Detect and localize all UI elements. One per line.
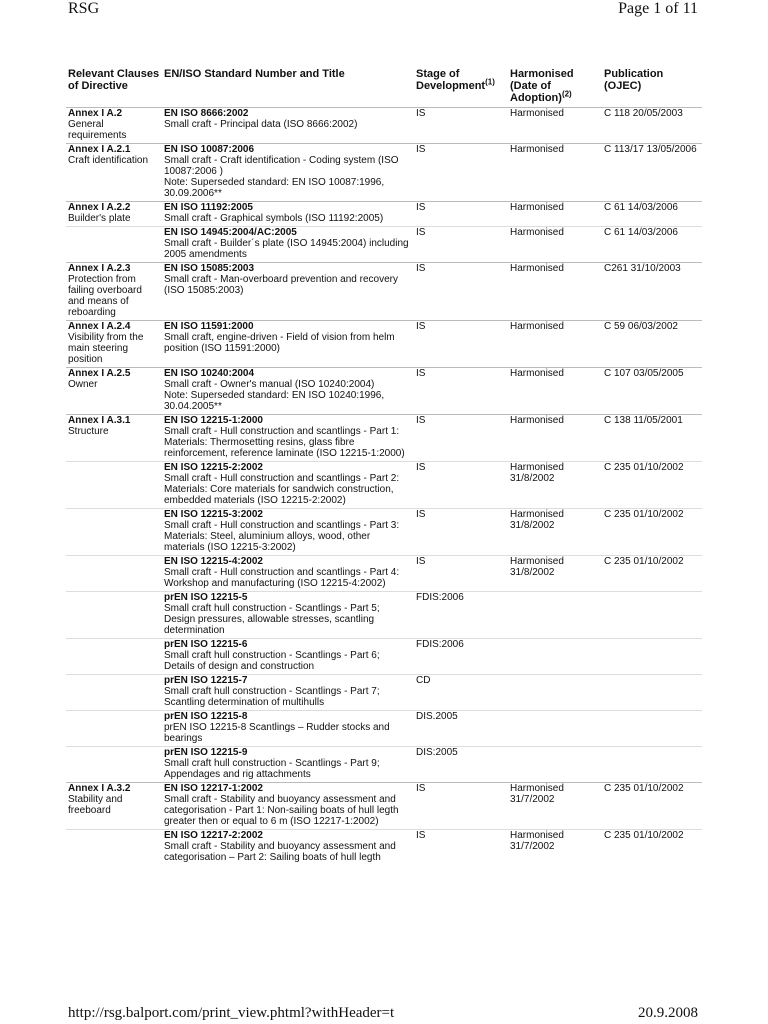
- cell-clause: [66, 639, 162, 675]
- cell-harmonised: [508, 711, 602, 747]
- cell-clause: [66, 783, 162, 830]
- publication-value: C 61 14/03/2006: [604, 227, 678, 238]
- cell-standard: [162, 202, 414, 227]
- clause-number: Annex I A.2.2: [68, 202, 131, 213]
- publication-value: C 138 11/05/2001: [604, 415, 683, 426]
- cell-standard: [162, 509, 414, 556]
- cell-publication: [602, 675, 702, 711]
- cell-stage: [414, 592, 508, 639]
- cell-standard: [162, 227, 414, 263]
- standard-number: EN ISO 11591:2000: [164, 321, 254, 332]
- stage-value: IS: [416, 830, 426, 841]
- clause-number: Annex I A.3.1: [68, 415, 131, 426]
- standard-number: EN ISO 12217-1:2002: [164, 783, 263, 794]
- cell-publication: [602, 108, 702, 144]
- standard-title: Small craft - Hull construction and scantlings - Part 4:: [164, 567, 400, 578]
- table-body: [66, 108, 702, 866]
- col-header-stage: Stage of Development$^{(1)}$: [416, 68, 495, 92]
- cell-publication: [602, 639, 702, 675]
- clause-number: Annex I A.2.1: [68, 144, 131, 155]
- cell-publication: [602, 368, 702, 415]
- table-row: [66, 592, 702, 639]
- table-row: [66, 263, 702, 321]
- cell-standard: [162, 830, 414, 866]
- cell-clause: [66, 263, 162, 321]
- table-row: [66, 830, 702, 866]
- cell-clause: [66, 368, 162, 415]
- cell-harmonised: [508, 227, 602, 263]
- standard-title: Small craft hull construction - Scantlings - Part 9; Appendages and rig attachments: [164, 758, 380, 780]
- cell-publication: [602, 830, 702, 866]
- table-row: [66, 462, 702, 509]
- cell-stage: [414, 783, 508, 830]
- clause-number: Annex I A.2.3: [68, 263, 131, 274]
- harmonised-value: Harmonised: [510, 144, 564, 155]
- cell-harmonised: [508, 783, 602, 830]
- clause-description: Craft identification: [68, 155, 149, 166]
- standard-number: prEN ISO 12215-5: [164, 592, 248, 603]
- standard-title: Small craft - Craft identification - Coding system (ISO 10087:2006 ): [164, 155, 399, 177]
- cell-harmonised: [508, 263, 602, 321]
- cell-clause: [66, 675, 162, 711]
- stage-value: IS: [416, 202, 426, 213]
- harmonised-value: Harmonised 31/8/2002: [510, 462, 564, 484]
- cell-stage: [414, 108, 508, 144]
- stage-value: IS: [416, 462, 426, 473]
- cell-clause: [66, 415, 162, 462]
- standard-note: Materials: Core materials for sandwich construction, embedded materials (ISO 12215-2:2002): [164, 484, 394, 506]
- site-name: RSG: [68, 0, 100, 17]
- cell-harmonised: [508, 202, 602, 227]
- table-row: [66, 202, 702, 227]
- table-row: [66, 747, 702, 783]
- table-row: [66, 108, 702, 144]
- standard-note: Materials: Steel, aluminium alloys, wood, other materials (ISO 12215-3:2002): [164, 531, 371, 553]
- cell-harmonised: [508, 747, 602, 783]
- standard-number: EN ISO 10087:2006: [164, 144, 255, 155]
- cell-harmonised: [508, 830, 602, 866]
- clause-number: Annex I A.2.4: [68, 321, 131, 332]
- clause-number: Annex I A.2.5: [68, 368, 131, 379]
- cell-stage: [414, 462, 508, 509]
- page-header: [0, 0, 768, 24]
- footer-url: http://rsg.balport.com/print_view.phtml?withHeader=t: [68, 1005, 395, 1021]
- cell-clause: [66, 462, 162, 509]
- cell-stage: [414, 639, 508, 675]
- publication-value: C 61 14/03/2006: [604, 202, 678, 213]
- cell-stage: [414, 675, 508, 711]
- standard-number: prEN ISO 12215-8: [164, 711, 248, 722]
- col-header-harmonised: Harmonised (Date of Adoption)$^{(2)}$: [510, 68, 574, 104]
- cell-clause: [66, 108, 162, 144]
- cell-publication: [602, 227, 702, 263]
- table-row: [66, 556, 702, 592]
- table-row: [66, 675, 702, 711]
- clause-description: Visibility from the main steering position: [68, 332, 144, 365]
- standard-title: prEN ISO 12215-8 Scantlings – Rudder stocks and bearings: [164, 722, 390, 744]
- cell-standard: [162, 675, 414, 711]
- harmonised-value: Harmonised: [510, 108, 564, 119]
- cell-stage: [414, 368, 508, 415]
- standard-title: Small craft - Hull construction and scantlings - Part 3:: [164, 520, 400, 531]
- publication-value: C 235 01/10/2002: [604, 830, 684, 841]
- footer-date: 20.9.2008: [638, 1005, 698, 1021]
- standard-number: EN ISO 14945:2004/AC:2005: [164, 227, 297, 238]
- standard-number: EN ISO 15085:2003: [164, 263, 255, 274]
- cell-stage: [414, 321, 508, 368]
- cell-clause: [66, 592, 162, 639]
- cell-stage: [414, 509, 508, 556]
- standard-number: prEN ISO 12215-6: [164, 639, 248, 650]
- standard-title: Small craft - Principal data (ISO 8666:2002): [164, 119, 358, 130]
- cell-publication: [602, 747, 702, 783]
- publication-value: C 118 20/05/2003: [604, 108, 683, 119]
- cell-harmonised: [508, 108, 602, 144]
- standard-number: EN ISO 12215-4:2002: [164, 556, 263, 567]
- standard-title: Small craft - Graphical symbols (ISO 11192:2005): [164, 213, 384, 224]
- cell-publication: [602, 509, 702, 556]
- table-row: [66, 509, 702, 556]
- cell-stage: [414, 830, 508, 866]
- table-row: [66, 415, 702, 462]
- standard-title: Small craft hull construction - Scantlings - Part 5; Design pressures, allowable stresses, scantling determination: [164, 603, 380, 636]
- cell-stage: [414, 202, 508, 227]
- publication-value: C 113/17 13/05/2006: [604, 144, 697, 155]
- cell-standard: [162, 783, 414, 830]
- cell-harmonised: [508, 368, 602, 415]
- harmonised-value: Harmonised 31/8/2002: [510, 556, 564, 578]
- stage-value: IS: [416, 415, 426, 426]
- table-row: [66, 711, 702, 747]
- cell-stage: [414, 263, 508, 321]
- harmonised-value: Harmonised 31/7/2002: [510, 783, 564, 805]
- standard-title: Small craft, engine-driven - Field of vision from helm position (ISO 11591:2000): [164, 332, 395, 354]
- clause-description: Owner: [68, 379, 98, 390]
- standard-title: Small craft - Hull construction and scantlings - Part 2:: [164, 473, 400, 484]
- cell-stage: [414, 711, 508, 747]
- cell-standard: [162, 462, 414, 509]
- stage-value: IS: [416, 108, 426, 119]
- stage-value: IS: [416, 368, 426, 379]
- cell-publication: [602, 321, 702, 368]
- clause-description: Stability and freeboard: [68, 794, 123, 816]
- page-footer: [0, 1005, 768, 1024]
- standard-title: Small craft hull construction - Scantlings - Part 7; Scantling determination of multihulls: [164, 686, 380, 708]
- cell-harmonised: [508, 639, 602, 675]
- cell-publication: [602, 556, 702, 592]
- cell-publication: [602, 462, 702, 509]
- standard-title: Small craft - Hull construction and scantlings - Part 1:: [164, 426, 400, 437]
- clause-description: General requirements: [68, 119, 127, 141]
- cell-harmonised: [508, 509, 602, 556]
- table-row: [66, 368, 702, 415]
- cell-standard: [162, 263, 414, 321]
- publication-value: C 235 01/10/2002: [604, 462, 684, 473]
- standard-number: EN ISO 12215-1:2000: [164, 415, 263, 426]
- cell-publication: [602, 592, 702, 639]
- stage-value: CD: [416, 675, 431, 686]
- cell-stage: [414, 556, 508, 592]
- standard-title: Small craft - Builder´s plate (ISO 14945:2004) including 2005 amendments: [164, 238, 409, 260]
- standard-number: EN ISO 11192:2005: [164, 202, 253, 213]
- standard-title: Small craft hull construction - Scantlings - Part 6; Details of design and construction: [164, 650, 380, 672]
- cell-publication: [602, 783, 702, 830]
- table-header-row: [66, 66, 702, 108]
- cell-standard: [162, 108, 414, 144]
- stage-value: FDIS:2006: [416, 639, 464, 650]
- cell-standard: [162, 747, 414, 783]
- stage-value: IS: [416, 783, 426, 794]
- clause-number: Annex I A.3.2: [68, 783, 131, 794]
- cell-harmonised: [508, 415, 602, 462]
- stage-value: IS: [416, 509, 426, 520]
- cell-standard: [162, 556, 414, 592]
- cell-harmonised: [508, 462, 602, 509]
- stage-value: IS: [416, 556, 426, 567]
- cell-harmonised: [508, 556, 602, 592]
- cell-stage: [414, 144, 508, 202]
- stage-value: IS: [416, 321, 426, 332]
- harmonised-value: Harmonised 31/7/2002: [510, 830, 564, 852]
- standard-note: Workshop and manufacturing (ISO 12215-4:2002): [164, 578, 386, 589]
- standard-number: prEN ISO 12215-7: [164, 675, 248, 686]
- stage-value: DIS.2005: [416, 711, 458, 722]
- table-row: [66, 639, 702, 675]
- stage-value: IS: [416, 263, 426, 274]
- col-header-standard: EN/ISO Standard Number and Title: [164, 68, 345, 80]
- harmonised-value: Harmonised: [510, 227, 564, 238]
- standard-number: EN ISO 8666:2002: [164, 108, 249, 119]
- stage-value: DIS:2005: [416, 747, 458, 758]
- harmonised-value: Harmonised 31/8/2002: [510, 509, 564, 531]
- clause-description: Protection from failing overboard and means of reboarding: [68, 274, 142, 318]
- harmonised-value: Harmonised: [510, 321, 564, 332]
- cell-harmonised: [508, 675, 602, 711]
- publication-value: C 107 03/05/2005: [604, 368, 684, 379]
- harmonised-value: Harmonised: [510, 368, 564, 379]
- cell-stage: [414, 227, 508, 263]
- standard-title: Small craft - Stability and buoyancy assessment and categorisation – Part 2: Sailing boats of hull legth: [164, 841, 396, 863]
- standard-number: prEN ISO 12215-9: [164, 747, 248, 758]
- cell-publication: [602, 711, 702, 747]
- standard-number: EN ISO 10240:2004: [164, 368, 255, 379]
- publication-value: C 59 06/03/2002: [604, 321, 678, 332]
- cell-clause: [66, 556, 162, 592]
- cell-clause: [66, 711, 162, 747]
- cell-clause: [66, 202, 162, 227]
- cell-stage: [414, 415, 508, 462]
- stage-value: IS: [416, 227, 426, 238]
- publication-value: C 235 01/10/2002: [604, 783, 684, 794]
- standard-note: Note: Superseded standard: EN ISO 10087:1996, 30.09.2006**: [164, 177, 385, 199]
- cell-clause: [66, 144, 162, 202]
- cell-publication: [602, 144, 702, 202]
- publication-value: C 235 01/10/2002: [604, 509, 684, 520]
- cell-clause: [66, 747, 162, 783]
- cell-publication: [602, 263, 702, 321]
- harmonised-value: Harmonised: [510, 415, 564, 426]
- standard-number: EN ISO 12215-3:2002: [164, 509, 263, 520]
- stage-value: FDIS:2006: [416, 592, 464, 603]
- cell-standard: [162, 368, 414, 415]
- cell-harmonised: [508, 321, 602, 368]
- clause-number: Annex I A.2: [68, 108, 123, 119]
- table-row: [66, 783, 702, 830]
- col-header-publication: Publication (OJEC): [604, 68, 664, 92]
- standard-number: EN ISO 12217-2:2002: [164, 830, 263, 841]
- cell-standard: [162, 639, 414, 675]
- standard-number: EN ISO 12215-2:2002: [164, 462, 263, 473]
- clause-description: Structure: [68, 426, 109, 437]
- table-row: [66, 227, 702, 263]
- cell-stage: [414, 747, 508, 783]
- cell-standard: [162, 711, 414, 747]
- standard-note: Note: Superseded standard: EN ISO 10240:1996, 30.04.2005**: [164, 390, 385, 412]
- harmonised-value: Harmonised: [510, 263, 564, 274]
- cell-harmonised: [508, 592, 602, 639]
- table-row: [66, 321, 702, 368]
- col-header-clauses: Relevant Clauses of Directive: [68, 68, 160, 92]
- cell-clause: [66, 509, 162, 556]
- cell-publication: [602, 415, 702, 462]
- cell-clause: [66, 830, 162, 866]
- page-number: Page 1 of 11: [618, 0, 698, 17]
- cell-standard: [162, 415, 414, 462]
- cell-standard: [162, 592, 414, 639]
- standards-table: [66, 66, 702, 865]
- publication-value: C261 31/10/2003: [604, 263, 681, 274]
- table-row: [66, 144, 702, 202]
- cell-harmonised: [508, 144, 602, 202]
- standard-title: Small craft - Stability and buoyancy assessment and categorisation - Part 1: Non-sailing boats of hull legth greater then or equal to 6 m (ISO 12217-1:2002): [164, 794, 399, 827]
- cell-clause: [66, 227, 162, 263]
- publication-value: C 235 01/10/2002: [604, 556, 684, 567]
- standard-title: Small craft - Owner's manual (ISO 10240:2004): [164, 379, 375, 390]
- stage-value: IS: [416, 144, 426, 155]
- cell-standard: [162, 321, 414, 368]
- clause-description: Builder's plate: [68, 213, 131, 224]
- cell-publication: [602, 202, 702, 227]
- standard-title: Small craft - Man-overboard prevention and recovery (ISO 15085:2003): [164, 274, 398, 296]
- cell-clause: [66, 321, 162, 368]
- standard-note: Materials: Thermosetting resins, glass fibre reinforcement, reference laminate (ISO 12215-1:2000): [164, 437, 405, 459]
- cell-standard: [162, 144, 414, 202]
- harmonised-value: Harmonised: [510, 202, 564, 213]
